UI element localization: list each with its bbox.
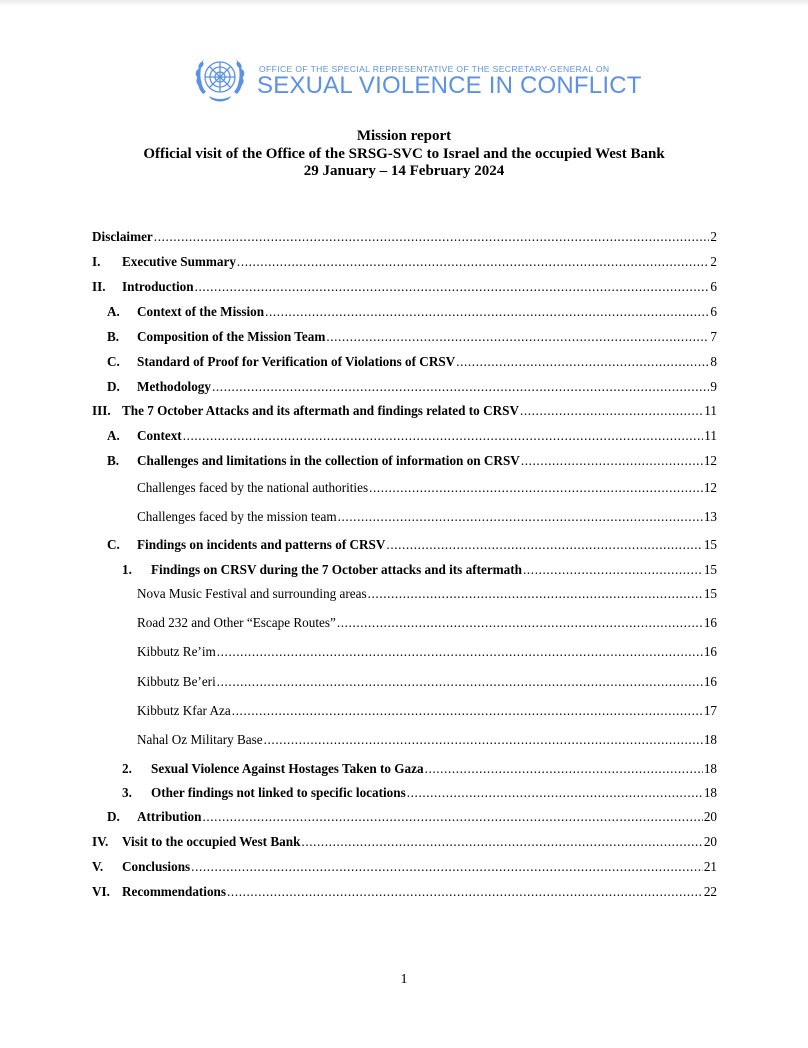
- toc-entry[interactable]: [92, 703, 717, 720]
- toc-dot-leader: [521, 453, 703, 469]
- toc-dot-leader: [407, 785, 703, 801]
- toc-entry-number: A.: [107, 428, 120, 443]
- toc-entry-title: Challenges and limitations in the collection of information on CRSV: [137, 453, 520, 468]
- toc-entry-page: 12: [703, 480, 717, 495]
- toc-entry[interactable]: [92, 761, 717, 778]
- toc-entry[interactable]: [92, 644, 717, 661]
- toc-dot-leader: [456, 354, 709, 370]
- toc-entry-number: III.: [92, 403, 111, 418]
- toc-entry-title: Sexual Violence Against Hostages Taken to Gaza: [151, 761, 424, 776]
- toc-entry-title: Road 232 and Other “Escape Routes”: [137, 615, 336, 630]
- toc-entry-title: Findings on incidents and patterns of CRSV: [137, 537, 386, 552]
- toc-entry-title: Attribution: [137, 809, 202, 824]
- toc-entry-page: 20: [703, 809, 717, 824]
- toc-entry[interactable]: [92, 884, 717, 901]
- toc-dot-leader: [326, 329, 709, 345]
- toc-entry-page: 16: [703, 615, 717, 630]
- toc-entry-page: 15: [703, 586, 717, 601]
- toc-entry-page: 2: [710, 229, 717, 244]
- toc-entry-number: D.: [107, 809, 120, 824]
- toc-entry-number: B.: [107, 453, 120, 468]
- toc-entry-number: C.: [107, 537, 120, 552]
- toc-entry-page: 18: [703, 732, 717, 747]
- logo-title-line: SEXUAL VIOLENCE IN CONFLICT: [257, 72, 642, 99]
- toc-entry-page: 22: [703, 884, 717, 899]
- toc-entry-page: 16: [703, 644, 717, 659]
- toc-entry-title: Standard of Proof for Verification of Violations of CRSV: [137, 354, 456, 369]
- toc-dot-leader: [338, 509, 703, 525]
- toc-entry[interactable]: [92, 354, 717, 371]
- toc-entry-page: 20: [703, 834, 717, 849]
- toc-entry-page: 11: [704, 403, 717, 418]
- toc-entry-number: B.: [107, 329, 120, 344]
- toc-dot-leader: [217, 644, 703, 660]
- toc-entry-number: 2.: [122, 761, 132, 776]
- page-number: 1: [400, 972, 408, 987]
- toc-entry-number: C.: [107, 354, 120, 369]
- toc-entry[interactable]: [92, 732, 717, 749]
- toc-entry-page: 21: [703, 859, 717, 874]
- toc-dot-leader: [227, 884, 703, 900]
- toc-entry[interactable]: [92, 509, 717, 526]
- toc-entry[interactable]: [92, 379, 717, 396]
- toc-entry-title: Composition of the Mission Team: [137, 329, 326, 344]
- report-subtitle: Official visit of the Office of the SRSG-SVC to Israel and the occupied West Bank: [143, 145, 665, 162]
- toc-entry[interactable]: [92, 403, 717, 420]
- toc-dot-leader: [265, 304, 709, 320]
- toc-entry-title: Recommendations: [122, 884, 227, 899]
- toc-entry[interactable]: [92, 859, 717, 876]
- toc-dot-leader: [202, 809, 702, 825]
- toc-entry-title: Introduction: [122, 279, 194, 294]
- page-top-shadow: [0, 0, 808, 6]
- toc-entry-title: Kibbutz Kfar Aza: [137, 703, 231, 718]
- toc-entry[interactable]: [92, 785, 717, 802]
- toc-entry[interactable]: [92, 254, 717, 271]
- toc-dot-leader: [523, 562, 703, 578]
- toc-entry-page: 6: [710, 304, 717, 319]
- office-logo: [191, 52, 642, 106]
- toc-entry-number: A.: [107, 304, 120, 319]
- toc-entry-number: I.: [92, 254, 101, 269]
- toc-entry-page: 9: [710, 379, 717, 394]
- toc-entry-page: 13: [703, 509, 717, 524]
- toc-entry-number: 3.: [122, 785, 132, 800]
- toc-entry[interactable]: [92, 809, 717, 826]
- toc-entry-title: Conclusions: [122, 859, 191, 874]
- toc-entry-number: D.: [107, 379, 120, 394]
- report-title-block: [0, 128, 808, 181]
- toc-entry-title: Executive Summary: [122, 254, 236, 269]
- toc-entry-page: 15: [703, 562, 717, 577]
- toc-entry-page: 12: [703, 453, 717, 468]
- toc-dot-leader: [369, 480, 703, 496]
- un-emblem-icon: [191, 52, 249, 106]
- toc-entry[interactable]: [92, 674, 717, 691]
- toc-entry-title: Kibbutz Re’im: [137, 644, 216, 659]
- toc-entry-page: 15: [703, 537, 717, 552]
- toc-dot-leader: [264, 732, 703, 748]
- toc-entry-title: Challenges faced by the mission team: [137, 509, 337, 524]
- report-dates: 29 January – 14 February 2024: [303, 163, 505, 179]
- toc-dot-leader: [337, 615, 703, 631]
- toc-entry-page: 8: [710, 354, 717, 369]
- toc-entry-title: Visit to the occupied West Bank: [122, 834, 301, 849]
- toc-entry-page: 6: [710, 279, 717, 294]
- toc-entry[interactable]: [92, 834, 717, 851]
- toc-entry-page: 16: [703, 674, 717, 689]
- toc-dot-leader: [191, 859, 703, 875]
- report-title: Mission report: [356, 128, 452, 144]
- toc-entry[interactable]: [92, 229, 717, 246]
- toc-dot-leader: [425, 761, 703, 777]
- toc-dot-leader: [520, 403, 703, 419]
- toc-entry-title: Other findings not linked to specific locations: [151, 785, 406, 800]
- toc-dot-leader: [368, 586, 703, 602]
- toc-entry-title: Context: [137, 428, 182, 443]
- toc-entry[interactable]: [92, 304, 717, 321]
- toc-entry[interactable]: [92, 329, 717, 346]
- toc-dot-leader: [232, 703, 703, 719]
- toc-entry[interactable]: [92, 480, 717, 497]
- toc-entry-page: 18: [703, 761, 717, 776]
- toc-dot-leader: [217, 674, 703, 690]
- toc-entry-number: 1.: [122, 562, 132, 577]
- toc-entry-number: II.: [92, 279, 106, 294]
- toc-dot-leader: [237, 254, 709, 270]
- toc-entry-title: Nova Music Festival and surrounding areas: [137, 586, 367, 601]
- toc-dot-leader: [301, 834, 702, 850]
- toc-entry-title: Context of the Mission: [137, 304, 265, 319]
- toc-entry-page: 11: [704, 428, 717, 443]
- toc-dot-leader: [195, 279, 710, 295]
- toc-dot-leader: [154, 229, 710, 245]
- toc-entry-title: Challenges faced by the national authorities: [137, 480, 369, 495]
- toc-entry-page: 7: [710, 329, 717, 344]
- toc-entry-title: Nahal Oz Military Base: [137, 732, 263, 747]
- toc-entry-number: VI.: [92, 884, 110, 899]
- toc-entry[interactable]: [92, 615, 717, 632]
- toc-entry-title: Findings on CRSV during the 7 October attacks and its aftermath: [151, 562, 522, 577]
- toc-dot-leader: [183, 428, 704, 444]
- toc-entry[interactable]: [92, 453, 717, 470]
- toc-entry[interactable]: [92, 537, 717, 554]
- logo-office-line: OFFICE OF THE SPECIAL REPRESENTATIVE OF THE SECRETARY-GENERAL ON: [259, 64, 610, 74]
- toc-entry-page: 2: [710, 254, 717, 269]
- toc-entry[interactable]: [92, 586, 717, 603]
- toc-entry[interactable]: [92, 562, 717, 579]
- toc-entry-title: The 7 October Attacks and its aftermath and findings related to CRSV: [122, 403, 519, 418]
- toc-entry-title: Kibbutz Be’eri: [137, 674, 216, 689]
- toc-entry[interactable]: [92, 279, 717, 296]
- toc-dot-leader: [212, 379, 709, 395]
- toc-entry-page: 18: [703, 785, 717, 800]
- toc-entry-title: Methodology: [137, 379, 211, 394]
- toc-entry-number: V.: [92, 859, 104, 874]
- toc-entry-number: IV.: [92, 834, 109, 849]
- toc-entry[interactable]: [92, 428, 717, 445]
- toc-entry-page: 17: [703, 703, 717, 718]
- toc-entry-title: Disclaimer: [92, 229, 153, 244]
- toc-dot-leader: [386, 537, 702, 553]
